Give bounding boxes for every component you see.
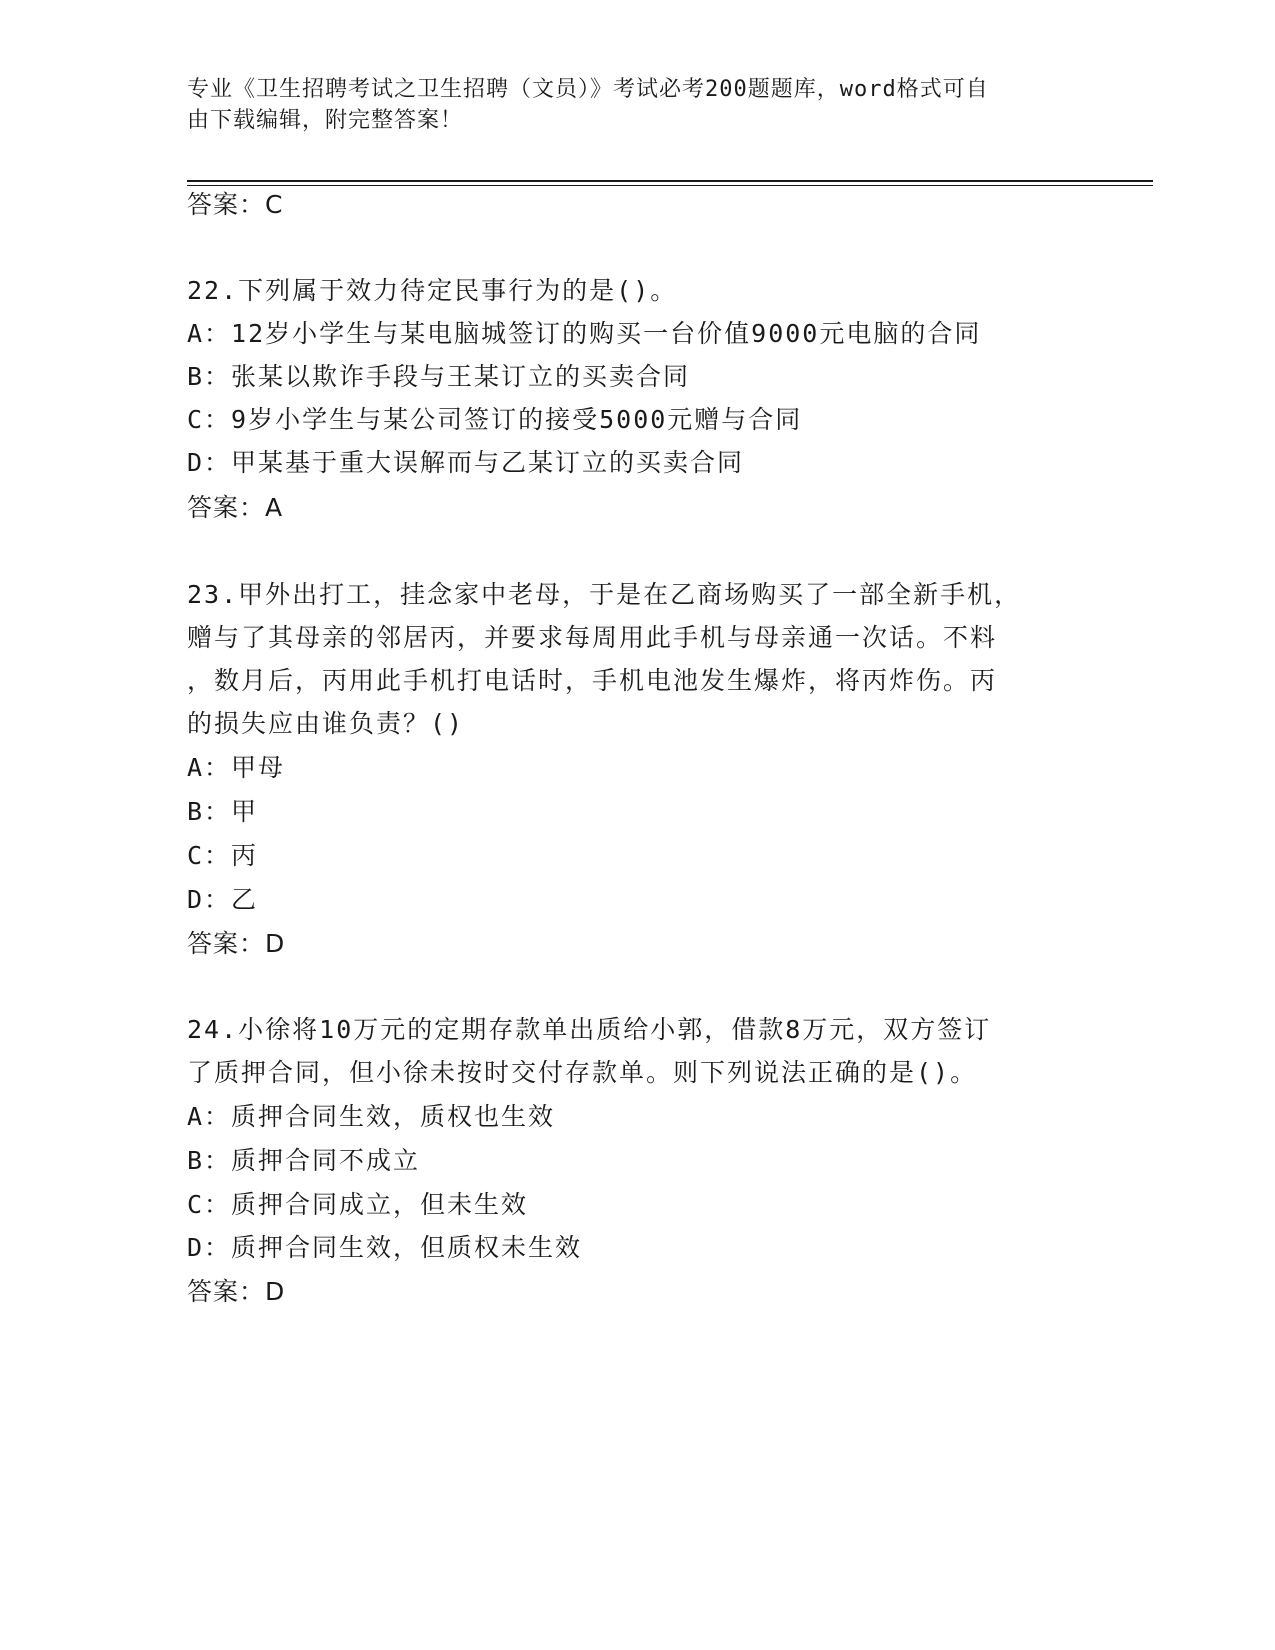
question-stem-line: 的损失应由谁负责？()	[187, 709, 465, 738]
previous-answer: 答案：C	[187, 190, 284, 219]
document-header	[187, 74, 1087, 136]
question-option-d: D：乙	[187, 885, 259, 914]
question-option-c: C：9岁小学生与某公司签订的接受5000元赠与合同	[187, 405, 803, 434]
question-option-b: B：张某以欺诈手段与王某订立的买卖合同	[187, 362, 691, 391]
header-divider-thick	[187, 180, 1153, 182]
question-stem-line: 赠与了其母亲的邻居丙，并要求每周用此手机与母亲通一次话。不料	[187, 623, 998, 652]
question-answer: 答案：D	[187, 1277, 286, 1306]
header-line-2: 由下载编辑，附完整答案！	[187, 108, 464, 133]
question-option-a: A：质押合同生效，质权也生效	[187, 1102, 556, 1131]
header-line-1: 专业《卫生招聘考试之卫生招聘（文员）》考试必考200题题库，word格式可自	[187, 77, 989, 102]
question-option-c: C：质押合同成立，但未生效	[187, 1190, 529, 1219]
question-option-a: A：甲母	[187, 753, 286, 782]
question-option-d: D：质押合同生效，但质权未生效	[187, 1233, 583, 1262]
question-option-b: B：质押合同不成立	[187, 1146, 421, 1175]
question-option-d: D：甲某基于重大误解而与乙某订立的买卖合同	[187, 448, 745, 477]
question-stem-line: ，数月后，丙用此手机打电话时，手机电池发生爆炸，将丙炸伤。丙	[187, 666, 998, 695]
question-option-c: C：丙	[187, 841, 259, 870]
question-stem-line: 了质押合同，但小徐未按时交付存款单。则下列说法正确的是()。	[187, 1058, 978, 1087]
question-stem-line: 23.甲外出打工，挂念家中老母，于是在乙商场购买了一部全新手机，	[187, 580, 1022, 609]
header-divider-thin	[187, 185, 1153, 186]
question-answer: 答案：D	[187, 929, 286, 958]
question-option-a: A：12岁小学生与某电脑城签订的购买一台价值9000元电脑的合同	[187, 319, 982, 348]
question-option-b: B：甲	[187, 797, 259, 826]
question-answer: 答案：A	[187, 493, 284, 522]
question-stem-line: 24.小徐将10万元的定期存款单出质给小郭，借款8万元，双方签订	[187, 1015, 992, 1044]
question-stem-line: 22.下列属于效力待定民事行为的是()。	[187, 276, 678, 305]
